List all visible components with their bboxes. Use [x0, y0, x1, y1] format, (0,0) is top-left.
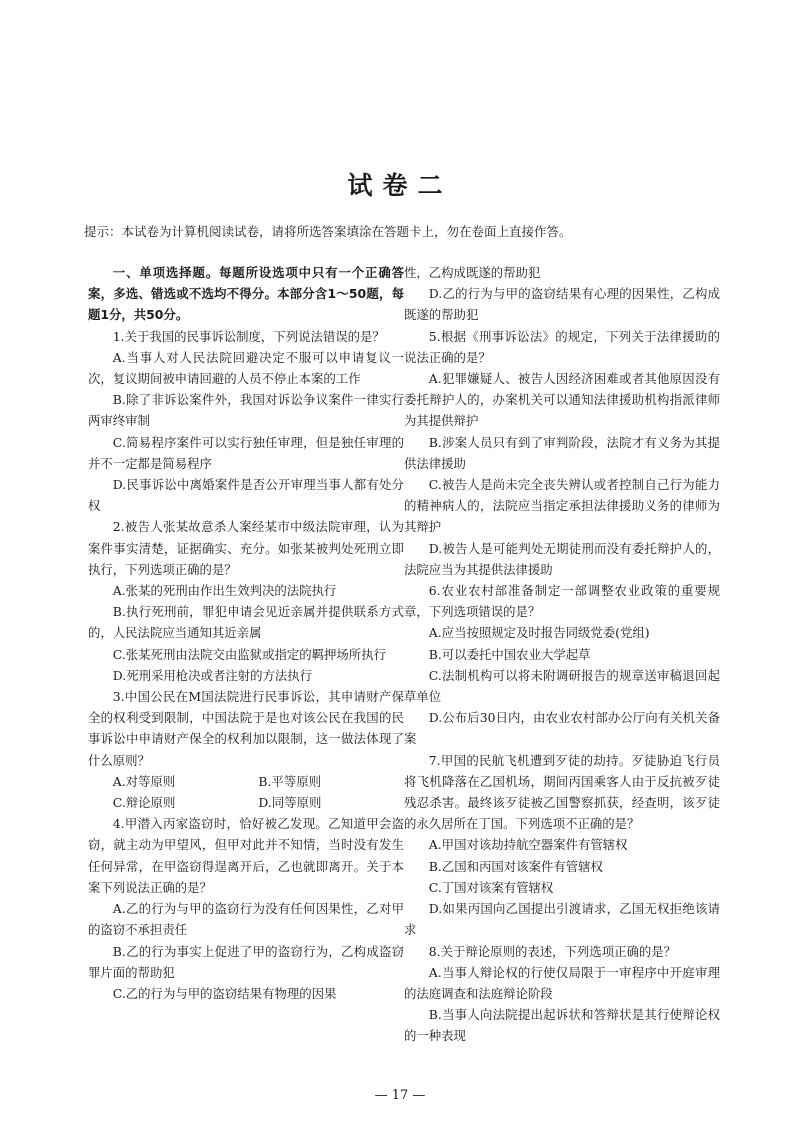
question-3-option-d: D.同等原则: [258, 795, 322, 811]
question-2-option-b: B.执行死刑前，罪犯申请会见近亲属并提供联系方式的，人民法院应当通知其近亲属: [88, 604, 404, 641]
question-1-option-a: A.当事人对人民法院回避决定不服可以申请复议一次，复议期间被申请回避的人员不停止本案的工作: [88, 349, 404, 387]
question-7-option-b: B.乙国和丙国对该案件有管辖权: [428, 858, 603, 874]
question-4-option-a: A.乙的行为与甲的盗窃行为没有任何因果性，乙对甲的盗窃不承担责任: [88, 901, 404, 938]
question-3: 3.中国公民在M国法院进行民事诉讼，其申请财产保全的权利受到限制，中国法院于是也对该公民在我国的民事诉讼中申请财产保全的权利加以限制，这一做法体现了什么原则？: [88, 689, 404, 768]
question-7-option-c: C.丁国对该案有管辖权: [428, 879, 554, 895]
question-4-option-c: C.乙的行为与甲的盗窃结果有物理的因果: [112, 985, 337, 1001]
exam-hint: 提示：本试卷为计算机阅读试卷，请将所选答案填涂在答题卡上，勿在卷面上直接作答。: [84, 224, 572, 239]
question-3-option-b: B.平等原则: [258, 773, 321, 789]
question-8-option-b: B.当事人向法院提出起诉状和答辩状是其行使辩论权的一种表现: [404, 1007, 720, 1044]
question-3-option-a: A.对等原则: [112, 773, 176, 789]
question-8: 8.关于辩论原则的表述，下列选项正确的是？: [428, 943, 677, 959]
question-1-option-c: C.简易程序案件可以实行独任审理，但是独任审理的并不一定都是简易程序: [88, 434, 404, 471]
left-column: [88, 262, 404, 1004]
question-4-option-b: B.乙的行为事实上促进了甲的盗窃行为，乙构成盗窃罪片面的帮助犯: [88, 943, 404, 980]
question-6-option-b: B.可以委托中国农业大学起草: [428, 646, 591, 662]
section-heading: 一、单项选择题。每题所设选项中只有一个正确答案，多选、错选或不选均不得分。本部分含1～50题，每题1分，共50分。: [88, 265, 404, 323]
question-2-option-d: D.死刑采用枪决或者注射的方法执行: [112, 667, 313, 683]
question-5-option-a: A.犯罪嫌疑人、被告人因经济困难或者其他原因没有委托辩护人的，办案机关可以通知法律援助机构指派律师为其提供辩护: [404, 371, 720, 429]
question-2-option-c: C.张某死刑由法院交由监狱或指定的羁押场所执行: [112, 646, 386, 662]
question-5-option-b: B.涉案人员只有到了审判阶段，法院才有义务为其提供法律援助: [404, 434, 720, 471]
question-5-option-c: C.被告人是尚未完全丧失辨认或者控制自己行为能力的精神病人的，法院应当指定承担法律援助义务的律师为其辩护: [404, 477, 720, 535]
question-7-option-a: A.甲国对该劫持航空器案件有管辖权: [428, 837, 628, 853]
question-2-option-a: A.张某的死刑由作出生效判决的法院执行: [112, 583, 337, 599]
question-7-option-d: D.如果丙国向乙国提出引渡请求，乙国无权拒绝该请求: [404, 901, 720, 938]
question-6-option-c: C.法制机构可以将未附调研报告的规章送审稿退回起草单位: [404, 667, 720, 705]
question-1-option-d: D.民事诉讼中离婚案件是否公开审理当事人都有处分权: [88, 477, 404, 514]
question-8-option-a: A.当事人辩论权的行使仅局限于一审程序中开庭审理的法庭调查和法庭辩论阶段: [404, 964, 720, 1001]
question-7: 7.甲国的民航飞机遭到歹徒的劫持。歹徒胁迫飞行员将飞机降落在乙国机场，期间丙国乘客人由于反抗被歹徒残忍杀害。最终该歹徒被乙国警察抓获，经查明，该歹徒的永久居所在丁国。下列选项不正确的是？: [404, 752, 720, 832]
question-5-option-d: D.被告人是可能判处无期徒刑而没有委托辩护人的，法院应当为其提供法律援助: [404, 540, 720, 577]
question-3-option-c: C.辩论原则: [112, 795, 176, 811]
question-1: 1.关于我国的民事诉讼制度，下列说法错误的是？: [112, 328, 385, 344]
question-4-option-c-continued: 性，乙构成既遂的帮助犯: [404, 265, 541, 280]
question-2: 2.被告人张某故意杀人案经某市中级法院审理，认为案件事实清楚，证据确实、充分。如张某被判处死刑立即执行，下列选项正确的是？: [88, 519, 404, 577]
page-title: 试卷二: [347, 171, 453, 200]
question-6-option-d: D.公布后30日内，由农业农村部办公厅向有关机关备案: [404, 710, 720, 747]
question-3-options-row-1: [88, 771, 404, 792]
question-4-option-d: D.乙的行为与甲的盗窃结果有心理的因果性，乙构成既遂的帮助犯: [404, 286, 720, 323]
question-3-options-row-2: [88, 792, 404, 813]
question-5: 5.根据《刑事诉讼法》的规定，下列关于法律援助的说法正确的是？: [404, 328, 720, 365]
right-column: [404, 262, 720, 1047]
question-4: 4.甲潜入丙家盗窃时，恰好被乙发现。乙知道甲会盗窃，就主动为甲望风，但甲对此并不知情，当时没有发生任何异常，在甲盗窃得逞离开后，乙也就即离开。关于本案下列说法正确的是？: [88, 816, 404, 895]
page-number: — 17 —: [374, 1088, 426, 1103]
question-6: 6.农业农村部准备制定一部调整农业政策的重要规章，下列选项错误的是？: [404, 583, 720, 620]
question-6-option-a: A.应当按照规定及时报告同级党委(党组): [428, 625, 650, 641]
question-1-option-b: B.除了非诉讼案件外，我国对诉讼争议案件一律实行两审终审制: [88, 392, 404, 429]
